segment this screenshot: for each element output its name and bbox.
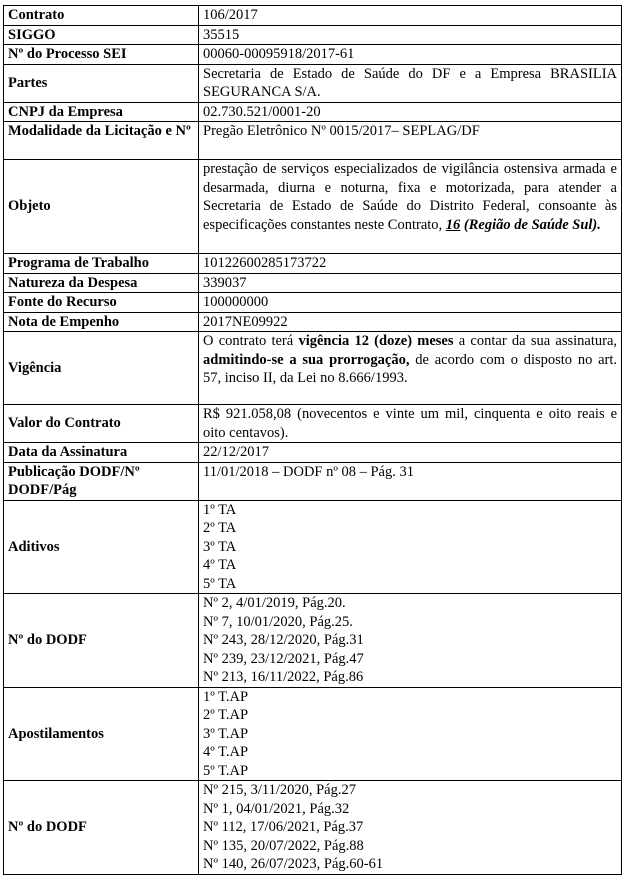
list-item: 4º TA — [203, 557, 237, 573]
list-item: 2º T.AP — [203, 707, 249, 723]
row-modalidade — [4, 122, 622, 160]
value-assinatura: 22/12/2017 — [199, 443, 622, 463]
list-item: 3º TA — [203, 538, 237, 555]
list-item: Nº 112, 17/06/2021, Pág.37 — [203, 819, 364, 835]
value-contrato: 106/2017 — [199, 6, 622, 26]
vigencia-bold-2: admitindo-se a sua prorrogação, — [203, 351, 410, 368]
row-valor — [4, 405, 622, 443]
row-objeto — [4, 160, 622, 254]
label-natureza: Natureza da Despesa — [4, 273, 199, 293]
label-valor: Valor do Contrato — [4, 405, 199, 443]
label-processo: Nº do Processo SEI — [4, 45, 199, 65]
objeto-number: 16 — [445, 216, 461, 233]
vigencia-text-2: a contar da sua assinatura, — [458, 333, 617, 349]
value-programa: 10122600285173722 — [199, 254, 622, 274]
row-aditivos — [4, 500, 622, 594]
label-empenho: Nota de Empenho — [4, 312, 199, 332]
row-partes — [4, 64, 622, 102]
value-processo: 00060-00095918/2017-61 — [199, 45, 622, 65]
list-item: Nº 213, 16/11/2022, Pág.86 — [203, 669, 364, 685]
value-publicacao: 11/01/2018 – DODF nº 08 – Pág. 31 — [199, 462, 622, 500]
list-item: Nº 243, 28/12/2020, Pág.31 — [203, 632, 364, 648]
value-natureza: 339037 — [199, 273, 622, 293]
list-item: 1º T.AP — [203, 688, 249, 705]
row-vigencia — [4, 332, 622, 405]
label-dodf-2: Nº do DODF — [4, 781, 199, 875]
value-objeto — [199, 160, 622, 254]
label-programa: Programa de Trabalho — [4, 254, 199, 274]
label-partes: Partes — [4, 64, 199, 102]
row-publicacao — [4, 462, 622, 500]
label-vigencia: Vigência — [4, 332, 199, 405]
label-assinatura: Data da Assinatura — [4, 443, 199, 463]
row-apostilamentos — [4, 687, 622, 781]
value-siggo: 35515 — [199, 25, 622, 45]
vigencia-bold-1: vigência 12 (doze) meses — [298, 333, 454, 349]
value-vigencia — [199, 332, 622, 405]
list-item: Nº 140, 26/07/2023, Pág.60-61 — [203, 856, 384, 872]
list-item: 4º T.AP — [203, 744, 249, 760]
list-item: 5º T.AP — [203, 762, 249, 779]
value-fonte: 100000000 — [199, 293, 622, 313]
list-item: Nº 2, 4/01/2019, Pág.20. — [203, 595, 346, 611]
list-item: 3º T.AP — [203, 725, 249, 742]
vigencia-text-3: de acordo com o disposto no art. 57, inciso II, da Lei no 8.666/1993. — [203, 351, 618, 386]
row-assinatura — [4, 443, 622, 463]
row-cnpj — [4, 102, 622, 122]
label-apostilamentos: Apostilamentos — [4, 687, 199, 781]
row-programa — [4, 254, 622, 274]
objeto-region: (Região de Saúde Sul). — [463, 216, 601, 233]
row-processo — [4, 45, 622, 65]
row-dodf-2 — [4, 781, 622, 875]
label-aditivos: Aditivos — [4, 500, 199, 594]
value-cnpj: 02.730.521/0001-20 — [199, 102, 622, 122]
value-aditivos — [199, 500, 622, 594]
list-item: Nº 7, 10/01/2020, Pág.25. — [203, 613, 353, 630]
label-objeto: Objeto — [4, 160, 199, 254]
value-apostilamentos — [199, 687, 622, 781]
label-cnpj: CNPJ da Empresa — [4, 102, 199, 122]
label-dodf-1: Nº do DODF — [4, 594, 199, 688]
list-item: Nº 1, 04/01/2021, Pág.32 — [203, 800, 350, 817]
row-empenho — [4, 312, 622, 332]
value-partes: Secretaria de Estado de Saúde do DF e a Empresa BRASILIA SEGURANCA S/A. — [199, 64, 622, 102]
row-contrato — [4, 6, 622, 26]
label-siggo: SIGGO — [4, 25, 199, 45]
list-item: Nº 135, 20/07/2022, Pág.88 — [203, 837, 364, 854]
label-publicacao: Publicação DODF/Nº DODF/Pág — [4, 462, 199, 500]
contract-table — [3, 5, 622, 875]
row-natureza — [4, 273, 622, 293]
list-item: 5º TA — [203, 575, 237, 592]
label-fonte: Fonte do Recurso — [4, 293, 199, 313]
row-siggo — [4, 25, 622, 45]
list-item: Nº 215, 3/11/2020, Pág.27 — [203, 782, 356, 798]
list-item: Nº 239, 23/12/2021, Pág.47 — [203, 650, 364, 667]
value-dodf-1 — [199, 594, 622, 688]
label-contrato: Contrato — [4, 6, 199, 26]
list-item: 2º TA — [203, 520, 237, 536]
objeto-text: prestação de serviços especializados de vigilância ostensiva armada e desarmada, diurna e noturna, fixa e motorizada, para atender a Secretaria de Estado de Saúde do Distrito Federal, consoante às especificações constantes neste Contrato, — [203, 161, 617, 233]
value-empenho: 2017NE09922 — [199, 312, 622, 332]
row-dodf-1 — [4, 594, 622, 688]
list-item: 1º TA — [203, 501, 237, 518]
value-modalidade: Pregão Eletrônico Nº 0015/2017– SEPLAG/DF — [199, 122, 622, 160]
vigencia-text-1: O contrato terá — [203, 333, 294, 349]
label-modalidade: Modalidade da Licitação e Nº — [4, 122, 199, 160]
value-valor: R$ 921.058,08 (novecentos e vinte um mil, cinquenta e oito reais e oito centavos). — [199, 405, 622, 443]
value-dodf-2 — [199, 781, 622, 875]
row-fonte — [4, 293, 622, 313]
